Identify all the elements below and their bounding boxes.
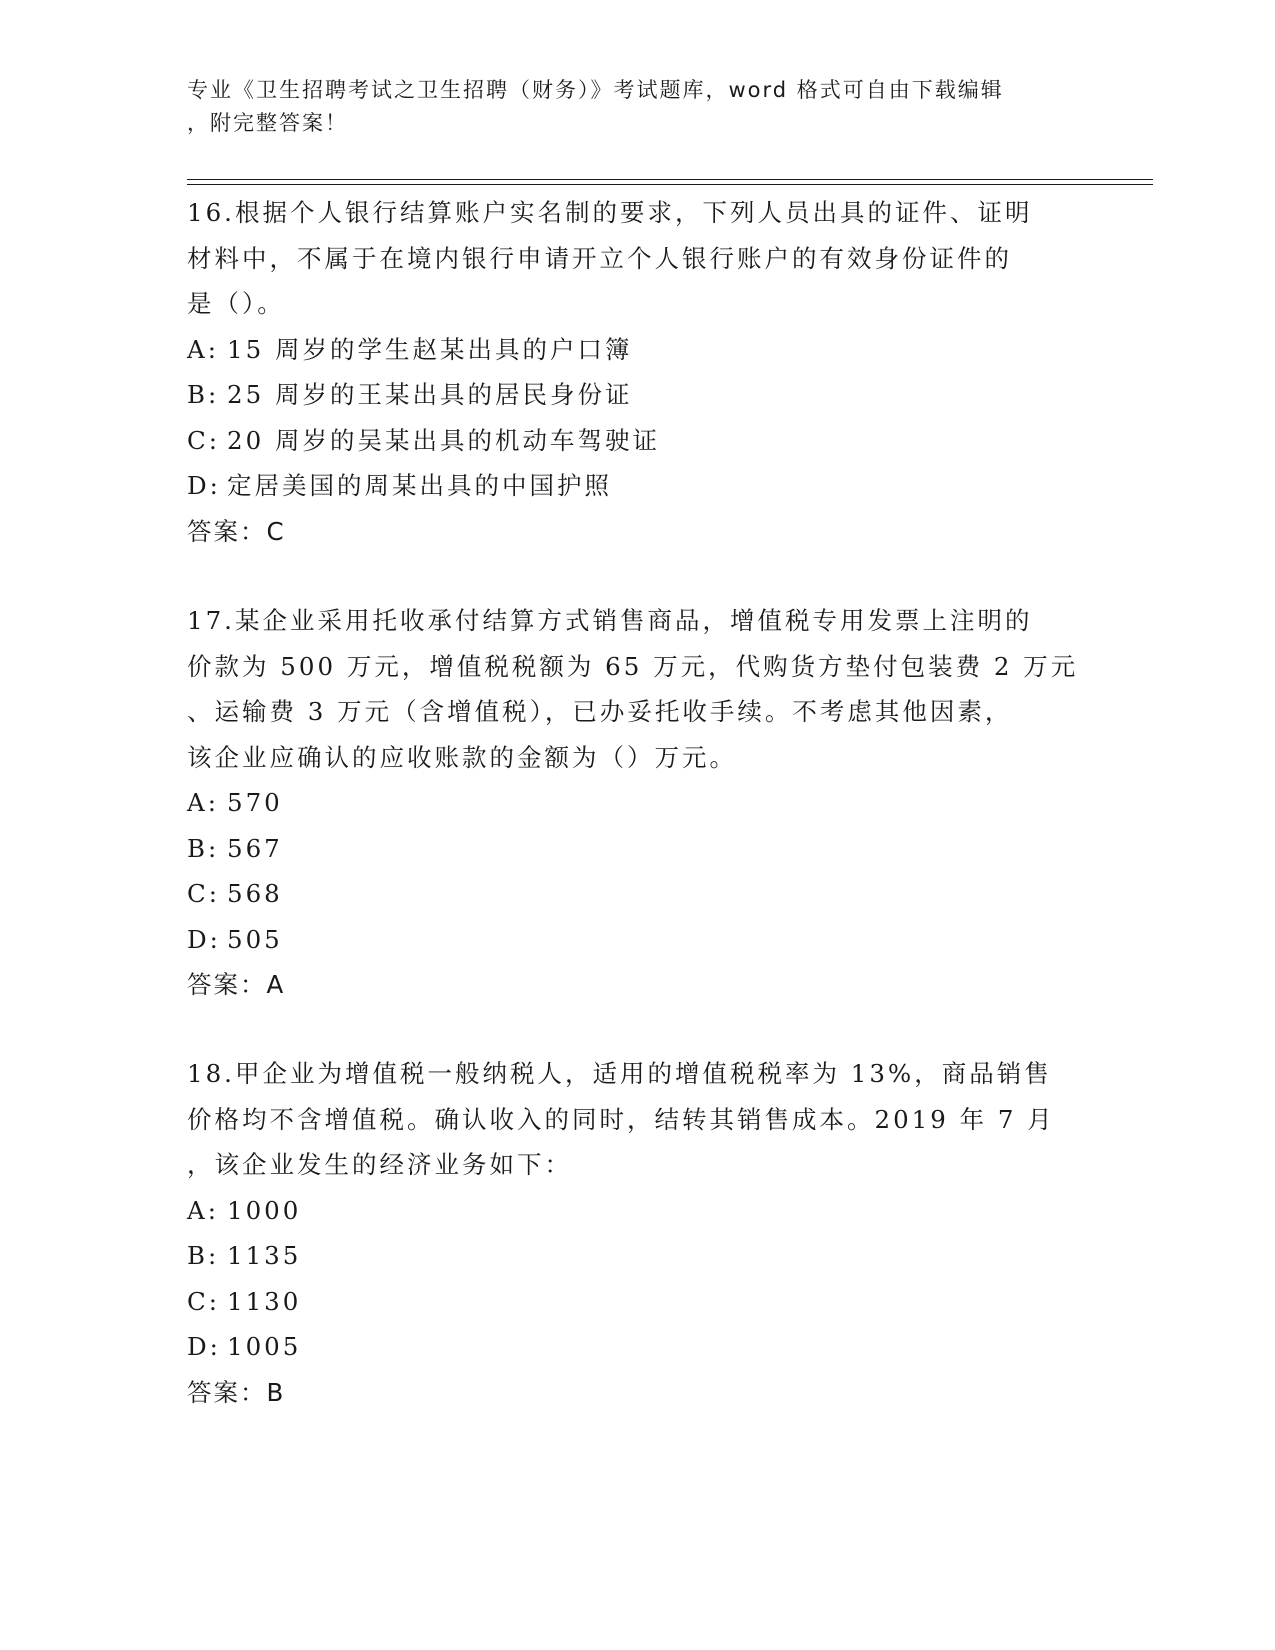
option-list — [187, 327, 1087, 509]
option-key: B: — [187, 1241, 220, 1270]
option-b — [187, 372, 1087, 418]
option-c — [187, 871, 1087, 917]
question-18 — [187, 1051, 1087, 1415]
option-a — [187, 327, 1087, 373]
option-key: C: — [187, 425, 221, 455]
option-list — [187, 1188, 1087, 1370]
option-key: A: — [187, 1195, 219, 1225]
option-text: 20 周岁的吴某出具的机动车驾驶证 — [227, 425, 660, 455]
option-text: 505 — [227, 924, 283, 954]
stem-line: 16.根据个人银行结算账户实名制的要求，下列人员出具的证件、证明 — [187, 198, 1033, 227]
option-key: D: — [187, 924, 221, 954]
question-stem — [187, 1051, 1087, 1188]
option-key: A: — [187, 334, 219, 364]
option-text: 1000 — [227, 1195, 302, 1225]
option-key: B: — [187, 380, 220, 409]
option-d — [187, 463, 1087, 509]
option-d — [187, 1324, 1087, 1370]
option-text: 1130 — [227, 1286, 302, 1316]
option-b — [187, 1233, 1087, 1279]
option-list — [187, 780, 1087, 962]
option-text: 568 — [227, 879, 283, 908]
option-c — [187, 418, 1087, 464]
option-key: D: — [187, 471, 221, 500]
option-text: 定居美国的周某出具的中国护照 — [227, 471, 612, 500]
document-header — [187, 74, 1067, 140]
option-c — [187, 1279, 1087, 1325]
option-d — [187, 917, 1087, 963]
stem-line: 该企业应确认的应收账款的金额为（）万元。 — [187, 742, 737, 772]
option-text: 25 周岁的王某出具的居民身份证 — [227, 380, 633, 409]
option-a — [187, 1188, 1087, 1234]
option-text: 15 周岁的学生赵某出具的户口簿 — [227, 334, 633, 364]
stem-line: 价款为 500 万元，增值税税额为 65 万元，代购货方垫付包装费 2 万元 — [187, 651, 1079, 681]
question-stem — [187, 598, 1087, 780]
question-stem — [187, 190, 1087, 327]
stem-line: 是（）。 — [187, 289, 285, 318]
option-key: A: — [187, 788, 219, 817]
question-17 — [187, 598, 1087, 1008]
option-text: 570 — [227, 788, 283, 817]
option-key: C: — [187, 1286, 221, 1316]
option-b — [187, 826, 1087, 872]
answer-line: 答案：C — [187, 516, 286, 546]
question-16 — [187, 190, 1087, 554]
stem-line: ，该企业发生的经济业务如下： — [187, 1150, 572, 1179]
option-key: D: — [187, 1332, 221, 1361]
header-line-2: ，附完整答案！ — [187, 111, 348, 135]
answer-line: 答案：B — [187, 1377, 286, 1407]
stem-line: 、运输费 3 万元（含增值税），已办妥托收手续。不考虑其他因素， — [187, 697, 1013, 726]
stem-line: 18.甲企业为增值税一般纳税人，适用的增值税税率为 13%，商品销售 — [187, 1059, 1052, 1088]
header-divider-bottom — [187, 184, 1153, 185]
header-divider-top — [187, 179, 1153, 180]
stem-line: 17.某企业采用托收承付结算方式销售商品，增值税专用发票上注明的 — [187, 606, 1033, 635]
option-a — [187, 780, 1087, 826]
header-line-1: 专业《卫生招聘考试之卫生招聘（财务）》考试题库，word 格式可自由下载编辑 — [187, 78, 1004, 102]
stem-line: 价格均不含增值税。确认收入的同时，结转其销售成本。2019 年 7 月 — [187, 1104, 1055, 1134]
option-key: C: — [187, 879, 221, 908]
stem-line: 材料中，不属于在境内银行申请开立个人银行账户的有效身份证件的 — [187, 243, 1012, 273]
answer-line: 答案：A — [187, 970, 286, 999]
option-text: 1005 — [227, 1332, 302, 1361]
option-text: 567 — [227, 833, 283, 863]
option-text: 1135 — [227, 1241, 302, 1270]
option-key: B: — [187, 833, 220, 863]
